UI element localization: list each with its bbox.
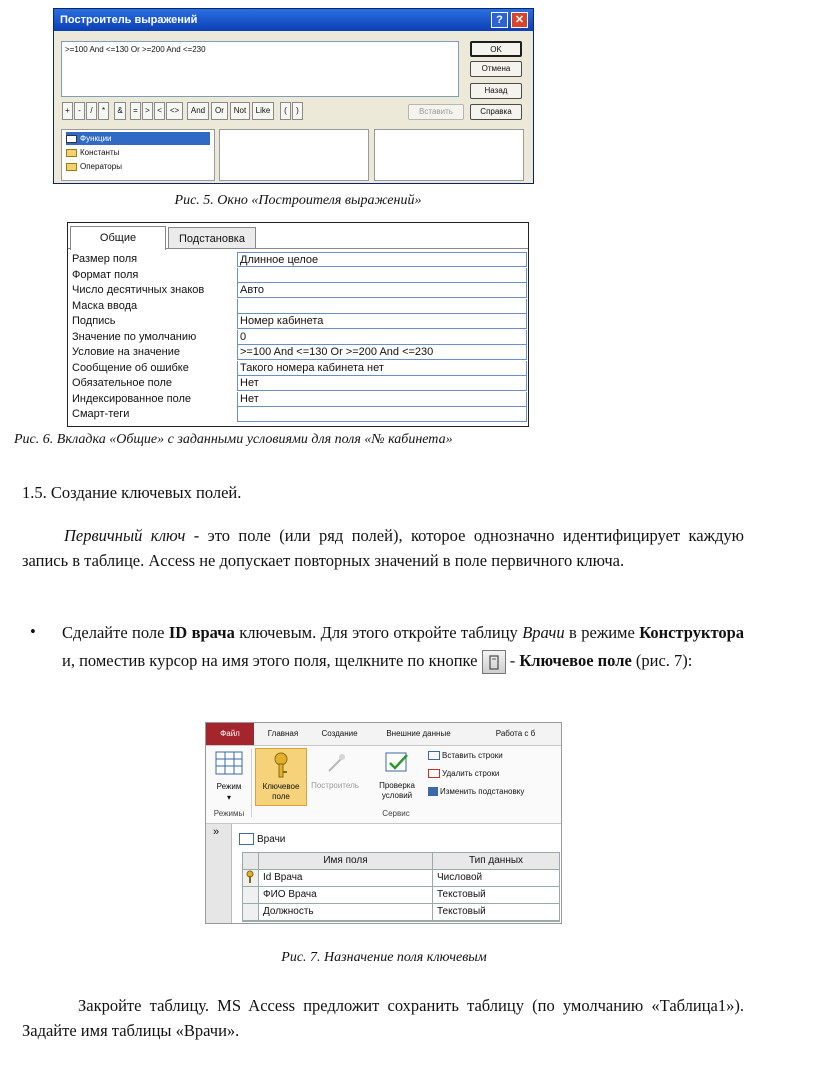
property-row[interactable]	[72, 283, 524, 299]
document-tab-label: Врачи	[257, 834, 286, 845]
property-value[interactable]	[237, 407, 527, 422]
help-icon: ?	[496, 14, 503, 26]
op-like-button[interactable]: Like	[252, 102, 274, 120]
folder-icon	[66, 163, 77, 171]
op-plus-button[interactable]: +	[62, 102, 73, 120]
cancel-button[interactable]: Отмена	[470, 61, 522, 77]
field-name-cell[interactable]: Должность	[259, 904, 433, 921]
lookup-icon	[428, 787, 438, 796]
back-button[interactable]: Назад	[470, 83, 522, 99]
italic-run: Врачи	[522, 623, 565, 642]
op-not-equal-button[interactable]: <>	[166, 102, 183, 120]
property-value[interactable]: Длинное целое	[237, 252, 527, 267]
tab-database-tools[interactable]: Работа с б	[495, 729, 536, 738]
tree-item-functions[interactable]	[66, 132, 210, 145]
row-selector-header	[243, 853, 259, 870]
property-label: Подпись	[72, 315, 116, 327]
tab-home[interactable]: Главная	[267, 729, 299, 738]
ok-button[interactable]: OK	[470, 41, 522, 57]
close-title-button[interactable]	[511, 12, 528, 28]
op-and-button[interactable]: And	[187, 102, 209, 120]
op-open-paren-button[interactable]: (	[280, 102, 291, 120]
property-label: Условие на значение	[72, 346, 181, 358]
section-heading: 1.5. Создание ключевых полей.	[22, 483, 242, 502]
expand-chevron-icon[interactable]: »	[213, 826, 220, 838]
validation-rules-button[interactable]	[374, 749, 420, 805]
tab-create[interactable]: Создание	[321, 729, 358, 738]
expression-input[interactable]: >=100 And <=130 Or >=200 And <=230	[61, 41, 459, 97]
property-row[interactable]	[72, 314, 524, 330]
column-header-field-name: Имя поля	[259, 853, 433, 870]
delete-rows-label: Удалить строки	[442, 769, 500, 778]
bold-run: Конструктора	[639, 623, 745, 642]
figure-7-caption: Рис. 7. Назначение поля ключевым	[281, 950, 487, 965]
key-field-label-line2: поле	[272, 792, 290, 801]
tree-item-label: Функции	[80, 134, 112, 143]
data-type-cell[interactable]: Текстовый	[433, 904, 559, 921]
property-label: Индексированное поле	[72, 392, 191, 405]
document-tab-doctors[interactable]	[239, 831, 319, 849]
property-row[interactable]	[72, 407, 524, 423]
row-selector[interactable]	[243, 904, 259, 921]
key-icon	[269, 751, 293, 779]
tree-item-label: Операторы	[80, 162, 122, 171]
op-divide-button[interactable]: /	[86, 102, 97, 120]
property-label: Число десятичных знаков	[72, 284, 205, 296]
change-lookup-button[interactable]	[428, 787, 524, 796]
tab-external-data[interactable]: Внешние данные	[386, 729, 451, 738]
property-row[interactable]	[72, 361, 524, 377]
close-icon: ✕	[514, 14, 525, 26]
data-type-cell[interactable]: Текстовый	[433, 887, 559, 904]
figure-6-caption: Рис. 6. Вкладка «Общие» с заданными условиями для поля «№ кабинета»	[14, 432, 453, 447]
property-value[interactable]: Авто	[237, 283, 527, 298]
wand-icon	[325, 751, 347, 775]
group-label-modes: Режимы	[213, 809, 245, 818]
property-row[interactable]	[72, 268, 524, 284]
validation-label-line1: Проверка	[379, 781, 415, 790]
property-row[interactable]	[72, 252, 524, 268]
bullet-marker: •	[30, 622, 36, 641]
delete-rows-icon	[428, 769, 440, 778]
property-row[interactable]	[72, 376, 524, 392]
property-label: Формат поля	[72, 268, 139, 281]
property-row[interactable]	[72, 345, 524, 361]
row-selector[interactable]	[243, 887, 259, 904]
property-value[interactable]	[237, 268, 527, 283]
tree-item-constants[interactable]	[66, 146, 119, 159]
group-divider	[251, 749, 252, 817]
insert-rows-icon	[428, 751, 440, 760]
builder-label: Построитель	[311, 781, 359, 790]
text-run: ключевым. Для этого откройте таблицу	[234, 623, 523, 642]
op-less-button[interactable]: <	[154, 102, 165, 120]
change-lookup-label: Изменить подстановку	[440, 787, 525, 796]
paste-button[interactable]: Вставить	[408, 104, 464, 120]
primary-key-icon	[243, 870, 259, 887]
values-list[interactable]	[374, 129, 524, 181]
term-primary-key: Первичный ключ	[64, 526, 186, 545]
property-row[interactable]	[72, 299, 524, 315]
property-value[interactable]: Номер кабинета	[237, 314, 527, 329]
property-row[interactable]	[72, 392, 524, 408]
table-icon	[215, 751, 243, 775]
paragraph-primary-key	[22, 523, 744, 573]
folder-icon	[66, 149, 77, 157]
text-run: и, поместив курсор на имя этого поля, щелкните по кнопке	[62, 651, 482, 670]
property-value[interactable]: Такого номера кабинета нет	[237, 361, 527, 376]
delete-rows-button[interactable]	[428, 769, 499, 778]
builder-button[interactable]	[309, 749, 361, 799]
dropdown-arrow-icon: ▾	[226, 793, 231, 802]
field-name-cell[interactable]: Id Врача	[259, 870, 433, 887]
text-run: (рис. 7):	[631, 651, 693, 670]
op-greater-button[interactable]: >	[142, 102, 153, 120]
category-tree	[61, 129, 215, 181]
property-value[interactable]: >=100 And <=130 Or >=200 And <=230	[237, 345, 527, 360]
property-value[interactable]: Нет	[237, 392, 527, 407]
bold-run: Ключевое поле	[519, 651, 632, 670]
elements-list[interactable]	[219, 129, 369, 181]
tree-item-label: Константы	[80, 148, 120, 157]
property-label: Смарт-теги	[72, 408, 130, 420]
tree-item-operators[interactable]	[66, 160, 122, 173]
op-not-button[interactable]: Not	[230, 102, 250, 120]
tab-lookup[interactable]: Подстановка	[168, 227, 256, 249]
property-value[interactable]: 0	[237, 330, 527, 345]
bullet-instruction	[62, 619, 744, 675]
access-design-ribbon	[205, 722, 562, 924]
navigation-pane-collapsed[interactable]	[206, 824, 232, 923]
text-run: -	[505, 651, 520, 670]
field-properties-panel	[67, 222, 529, 427]
key-field-button-icon	[482, 650, 506, 674]
validation-label-line2: условий	[381, 791, 413, 800]
property-value[interactable]	[237, 299, 527, 314]
mode-label: Режим	[216, 782, 242, 791]
op-or-button[interactable]: Or	[211, 102, 228, 120]
insert-rows-button[interactable]	[428, 751, 503, 760]
key-field-label-line1: Ключевое	[262, 782, 300, 791]
text-run: в режиме	[564, 623, 640, 642]
design-grid	[242, 852, 560, 922]
property-row[interactable]	[72, 330, 524, 346]
mode-button[interactable]	[209, 749, 249, 811]
op-equals-button[interactable]: =	[130, 102, 141, 120]
window-title: Построитель выражений	[54, 9, 533, 31]
bold-run: ID врача	[168, 623, 235, 642]
insert-rows-label: Вставить строки	[442, 751, 503, 760]
property-value[interactable]: Нет	[237, 376, 527, 391]
expand-icon	[66, 135, 77, 143]
property-label: Маска ввода	[72, 299, 138, 312]
tab-file[interactable]: Файл	[206, 723, 254, 745]
group-label-service: Сервис	[382, 809, 410, 818]
text-run: Сделайте поле	[62, 623, 169, 642]
data-type-cell[interactable]: Числовой	[433, 870, 559, 887]
column-header-data-type: Тип данных	[433, 853, 559, 870]
op-concat-button[interactable]: &	[114, 102, 126, 120]
help-button[interactable]: Справка	[470, 104, 522, 120]
paragraph-text: - это поле (или ряд полей), которое однозначно идентифицирует каждую запись в таблице. Access не допускает повторных значений в поле первичного ключа.	[22, 526, 745, 570]
property-label: Размер поля	[72, 253, 138, 265]
closing-paragraph: Закройте таблицу. MS Access предложит сохранить таблицу (по умолчанию «Таблица1»). Задайте имя таблицы «Врачи».	[22, 996, 744, 1040]
check-table-icon	[385, 751, 409, 775]
op-close-paren-button[interactable]: )	[292, 102, 303, 120]
property-label: Значение по умолчанию	[72, 330, 197, 343]
table-tab-icon	[239, 833, 254, 845]
tab-general[interactable]: Общие	[70, 226, 166, 250]
figure-5-caption: Рис. 5. Окно «Построителя выражений»	[174, 193, 422, 208]
property-label: Сообщение об ошибке	[72, 361, 189, 374]
expression-builder-window	[53, 8, 534, 184]
property-label: Обязательное поле	[72, 377, 173, 389]
op-minus-button[interactable]: -	[74, 102, 85, 120]
help-title-button[interactable]	[491, 12, 508, 28]
field-name-cell[interactable]: ФИО Врача	[259, 887, 433, 904]
key-field-ribbon-button[interactable]	[255, 748, 307, 806]
op-multiply-button[interactable]: *	[98, 102, 109, 120]
